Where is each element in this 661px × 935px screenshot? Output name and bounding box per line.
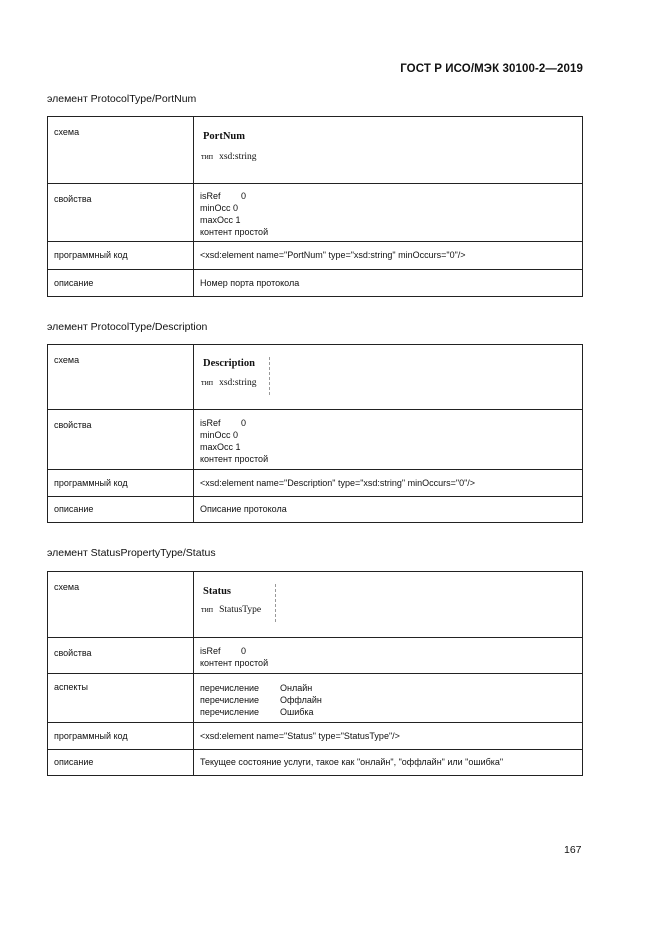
description-row	[48, 497, 583, 523]
code-value: <xsd:element name="Description" type="xsd:string" minOccurs="0"/>	[194, 470, 583, 497]
properties-label: свойства	[48, 410, 194, 470]
schema-label: схема	[48, 117, 194, 184]
schema-element-name: PortNum	[203, 131, 245, 142]
code-label: программный код	[48, 242, 194, 270]
description-value: Описание протокола	[194, 497, 583, 523]
properties-row	[48, 410, 583, 470]
code-value: <xsd:element name="Status" type="StatusType"/>	[194, 723, 583, 750]
properties-label: свойства	[48, 638, 194, 674]
property-item: minOcc 0	[200, 430, 239, 440]
code-label: программный код	[48, 723, 194, 750]
section-title: элемент ProtocolType/PortNum	[47, 93, 197, 105]
facet-item: перечисление Онлайн	[200, 683, 313, 693]
schema-element-type: тип xsd:string	[201, 378, 257, 388]
property-item: isRef 0	[200, 646, 247, 656]
facets-list	[194, 674, 583, 723]
description-label: описание	[48, 750, 194, 776]
description-row	[48, 270, 583, 297]
facets-label: аспекты	[48, 674, 194, 723]
facet-item: перечисление Ошибка	[200, 707, 314, 717]
schema-diagram	[194, 572, 583, 638]
element-table	[47, 571, 583, 776]
properties-label: свойства	[48, 184, 194, 242]
schema-dashed-border	[269, 357, 270, 395]
properties-row	[48, 184, 583, 242]
element-table	[47, 344, 583, 523]
schema-label: схема	[48, 345, 194, 410]
code-row	[48, 723, 583, 750]
property-item: контент простой	[200, 227, 269, 237]
schema-row	[48, 117, 583, 184]
code-label: программный код	[48, 470, 194, 497]
description-value: Номер порта протокола	[194, 270, 583, 297]
code-value: <xsd:element name="PortNum" type="xsd:string" minOccurs="0"/>	[194, 242, 583, 270]
schema-label: схема	[48, 572, 194, 638]
schema-row	[48, 572, 583, 638]
code-row	[48, 470, 583, 497]
description-row	[48, 750, 583, 776]
schema-diagram	[194, 345, 583, 410]
properties-row	[48, 638, 583, 674]
property-item: maxOcc 1	[200, 442, 241, 452]
facets-row	[48, 674, 583, 723]
document-header: ГОСТ Р ИСО/МЭК 30100-2—2019	[400, 63, 583, 75]
schema-element-type: тип StatusType	[201, 605, 262, 615]
schema-element-type: тип xsd:string	[201, 152, 257, 162]
code-row	[48, 242, 583, 270]
property-item: isRef 0	[200, 191, 247, 201]
schema-diagram	[194, 117, 583, 184]
property-item: контент простой	[200, 658, 269, 668]
facet-item: перечисление Оффлайн	[200, 695, 322, 705]
properties-list	[194, 638, 583, 674]
property-item: maxOcc 1	[200, 215, 241, 225]
schema-element-name: Description	[203, 358, 255, 369]
description-value: Текущее состояние услуги, такое как "онлайн", "оффлайн" или "ошибка"	[194, 750, 583, 776]
properties-list	[194, 184, 583, 242]
properties-list	[194, 410, 583, 470]
schema-element-name: Status	[203, 586, 232, 597]
description-label: описание	[48, 497, 194, 523]
schema-row	[48, 345, 583, 410]
property-item: minOcc 0	[200, 203, 239, 213]
property-item: isRef 0	[200, 418, 247, 428]
element-table	[47, 116, 583, 297]
page-number: 167	[564, 844, 582, 856]
description-label: описание	[48, 270, 194, 297]
property-item: контент простой	[200, 454, 269, 464]
schema-dashed-border	[275, 584, 276, 622]
section-title: элемент ProtocolType/Description	[47, 321, 208, 333]
section-title: элемент StatusPropertyType/Status	[47, 547, 216, 559]
